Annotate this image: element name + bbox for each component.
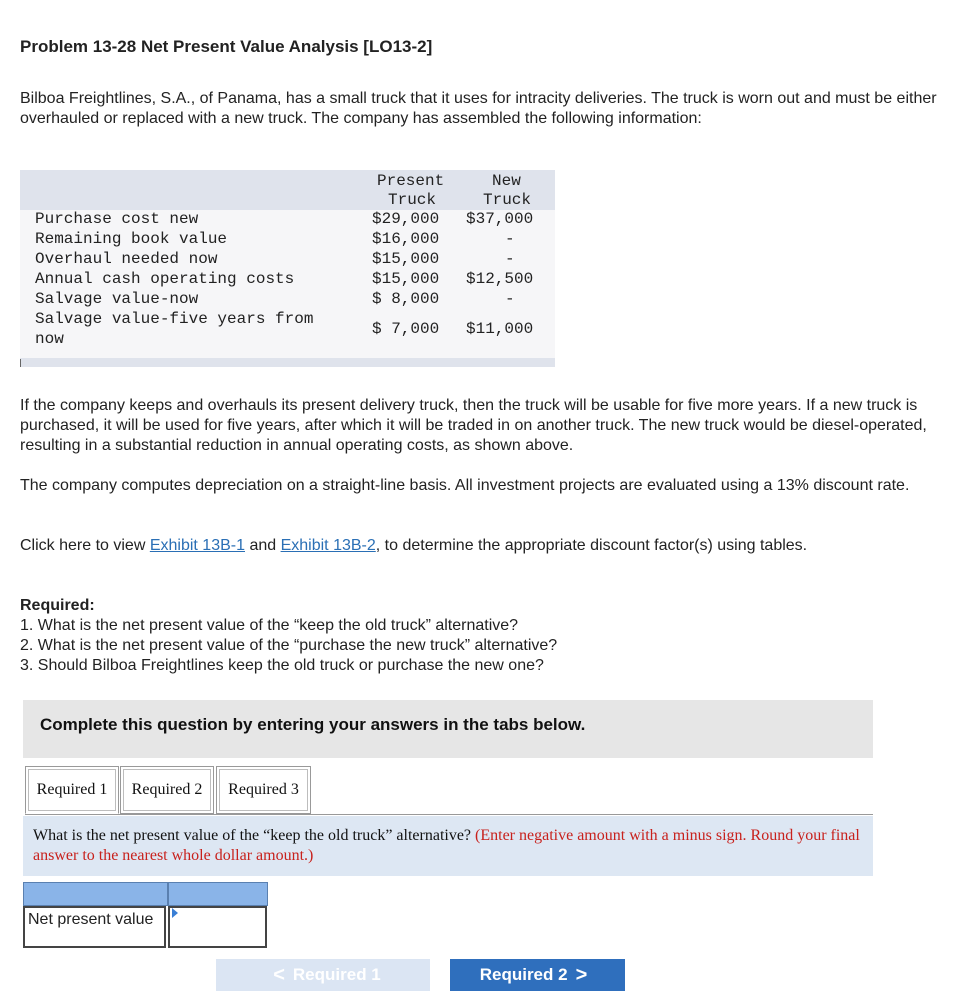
table-footer <box>20 358 555 367</box>
new-value: $11,000 <box>466 320 534 338</box>
table-row <box>20 290 555 310</box>
and-text: and <box>245 537 281 554</box>
row-label: Purchase cost new <box>35 210 199 228</box>
tab-underline <box>25 814 873 815</box>
tab-required-2[interactable] <box>120 766 214 814</box>
present-value: $ 8,000 <box>372 290 440 308</box>
row-label: Annual cash operating costs <box>35 270 295 288</box>
row-label: Salvage value-now <box>35 290 199 308</box>
answer-table <box>23 882 268 949</box>
row-label-cont: now <box>35 330 64 348</box>
new-value: - <box>505 230 515 248</box>
intro-paragraph: Bilboa Freightlines, S.A., of Panama, has a small truck that it uses for intracity deliveries. The truck is worn out and must be either overhauled or replaced with a new truck. The company has assembled the following information: <box>20 90 937 127</box>
click-prefix: Click here to view <box>20 537 150 554</box>
new-value: - <box>505 290 515 308</box>
table-row <box>20 270 555 290</box>
present-value: $29,000 <box>372 210 440 228</box>
question-text <box>33 826 863 866</box>
present-value: $ 7,000 <box>372 320 440 338</box>
exhibit-13b-1-link[interactable]: Exhibit 13B-1 <box>149 537 245 554</box>
row-label: Overhaul needed now <box>35 250 218 268</box>
table-row <box>20 310 555 350</box>
next-required-button[interactable] <box>450 959 625 991</box>
click-suffix: , to determine the appropriate discount factor(s) using tables. <box>375 537 808 554</box>
question-instruction: (Enter negative amount with a minus sign. Round your final answer to the nearest whole dollar amount.) <box>33 827 860 864</box>
chevron-right-icon: > <box>575 963 588 986</box>
tab-label: Required 3 <box>228 781 299 798</box>
exhibit-links-line <box>20 536 960 556</box>
prev-required-button[interactable] <box>216 959 430 991</box>
question-prompt: What is the net present value of the “keep the old truck” alternative? <box>33 827 476 844</box>
new-value: $37,000 <box>466 210 534 228</box>
table-row <box>20 230 555 250</box>
input-marker-icon <box>172 908 178 918</box>
present-value: $15,000 <box>372 250 440 268</box>
new-value: $12,500 <box>466 270 534 288</box>
required-item: 2. What is the net present value of the “purchase the new truck” alternative? <box>20 637 558 654</box>
table-row <box>20 210 555 230</box>
next-label: Required 2 <box>479 965 568 984</box>
required-item: 3. Should Bilboa Freightlines keep the old truck or purchase the new one? <box>20 657 544 674</box>
present-value: $16,000 <box>372 230 440 248</box>
net-present-value-label: Net present value <box>23 906 166 948</box>
new-value: - <box>505 250 515 268</box>
prev-label: Required 1 <box>292 965 381 984</box>
header-present-line2: Truck <box>388 191 437 209</box>
row-label: Remaining book value <box>35 230 228 248</box>
tab-label: Required 2 <box>131 781 203 798</box>
required-item: 1. What is the net present value of the “keep the old truck” alternative? <box>20 617 519 634</box>
body-paragraph-2: The company computes depreciation on a straight-line basis. All investment projects are evaluated using a 13% discount rate. <box>20 477 910 494</box>
answer-header-cell <box>168 882 268 906</box>
data-table <box>20 170 555 367</box>
header-present-line1: Present <box>377 172 445 190</box>
net-present-value-input[interactable] <box>168 906 267 948</box>
tab-required-3[interactable] <box>216 766 311 814</box>
answer-header-cell <box>23 882 168 906</box>
table-corner-mark <box>20 359 21 367</box>
problem-title: Problem 13-28 Net Present Value Analysis [LO13-2] <box>20 37 433 56</box>
exhibit-13b-2-link[interactable]: Exhibit 13B-2 <box>280 537 376 554</box>
chevron-left-icon: < <box>273 963 285 986</box>
tab-label: Required 1 <box>36 781 108 798</box>
row-label: Salvage value-five years from <box>35 310 314 328</box>
body-paragraph-1: If the company keeps and overhauls its present delivery truck, then the truck will be usable for five more years. If a new truck is purchased, it will be used for five years, after which it will be traded in on another truck. The new truck would be diesel-operated, resulting in a substantial reduction in annual operating costs, as shown above. <box>20 397 927 454</box>
present-value: $15,000 <box>372 270 440 288</box>
table-header <box>20 170 555 210</box>
instructions-banner <box>23 700 873 758</box>
header-new-line1: New <box>492 172 521 190</box>
table-row <box>20 250 555 270</box>
required-title: Required: <box>20 597 95 614</box>
question-box <box>23 816 873 876</box>
header-new-line2: Truck <box>483 191 532 209</box>
tab-required-1[interactable] <box>25 766 119 814</box>
banner-text: Complete this question by entering your answers in the tabs below. <box>40 715 586 734</box>
